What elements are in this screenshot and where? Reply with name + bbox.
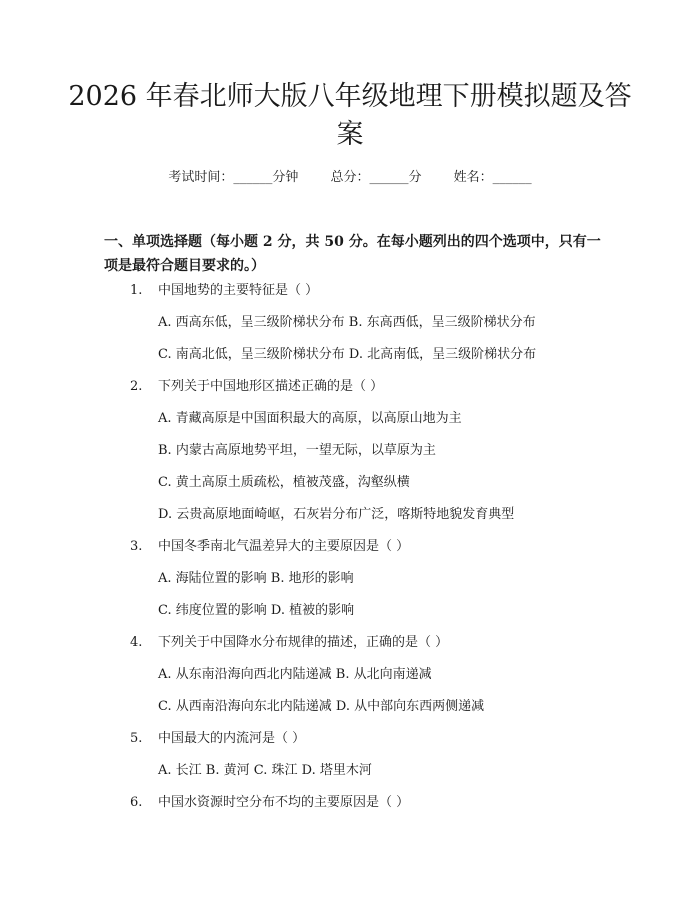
question xyxy=(130,633,448,653)
option-line: A. 从东南沿海向西北内陆递减 B. 从北向南递减 xyxy=(158,667,432,682)
exam-info-line xyxy=(0,168,700,188)
option-line: A. 海陆位置的影响 B. 地形的影响 xyxy=(158,571,354,586)
section-heading: 一、单项选择题（每小题 2 分，共 50 分。在每小题列出的四个选项中，只有一项是最符合题目要求的。） xyxy=(104,234,601,274)
question-text: 中国水资源时空分布不均的主要原因是（ ） xyxy=(158,795,410,810)
exam-time-field: 考试时间：______分钟 xyxy=(168,170,299,185)
question-text: 中国最大的内流河是（ ） xyxy=(158,731,306,746)
option-line: A. 西高东低，呈三级阶梯状分布 B. 东高西低，呈三级阶梯状分布 xyxy=(158,315,536,330)
question xyxy=(130,377,383,397)
question-number: 1. xyxy=(130,283,143,298)
option-line: C. 纬度位置的影响 D. 植被的影响 xyxy=(158,603,355,618)
question-text: 中国地势的主要特征是（ ） xyxy=(158,283,319,298)
question-number: 3. xyxy=(130,539,143,554)
question xyxy=(130,537,409,557)
question xyxy=(130,729,305,749)
question-text: 下列关于中国降水分布规律的描述，正确的是（ ） xyxy=(158,635,449,650)
option-line: B. 内蒙古高原地势平坦，一望无际，以草原为主 xyxy=(158,443,436,458)
option-line: C. 南高北低，呈三级阶梯状分布 D. 北高南低，呈三级阶梯状分布 xyxy=(158,347,537,362)
option-line: A. 青藏高原是中国面积最大的高原，以高原山地为主 xyxy=(158,411,462,426)
total-score-field: 总分：______分 xyxy=(330,170,422,185)
document-title: 2026 年春北师大版八年级地理下册模拟题及答案 xyxy=(68,81,632,150)
question-number: 6. xyxy=(130,795,143,810)
student-name-field: 姓名：______ xyxy=(453,170,532,185)
option-line: A. 长江 B. 黄河 C. 珠江 D. 塔里木河 xyxy=(158,763,372,778)
question-number: 5. xyxy=(130,731,143,746)
option-line: D. 云贵高原地面崎岖，石灰岩分布广泛，喀斯特地貌发育典型 xyxy=(158,507,515,522)
question-text: 中国冬季南北气温差异大的主要原因是（ ） xyxy=(158,539,410,554)
option-line: C. 从西南沿海向东北内陆递减 D. 从中部向东西两侧递减 xyxy=(158,699,485,714)
option-line: C. 黄土高原土质疏松，植被茂盛，沟壑纵横 xyxy=(158,475,410,490)
question-number: 4. xyxy=(130,635,143,650)
question-text: 下列关于中国地形区描述正确的是（ ） xyxy=(158,379,384,394)
question xyxy=(130,793,409,813)
question-number: 2. xyxy=(130,379,143,394)
question xyxy=(130,281,318,301)
